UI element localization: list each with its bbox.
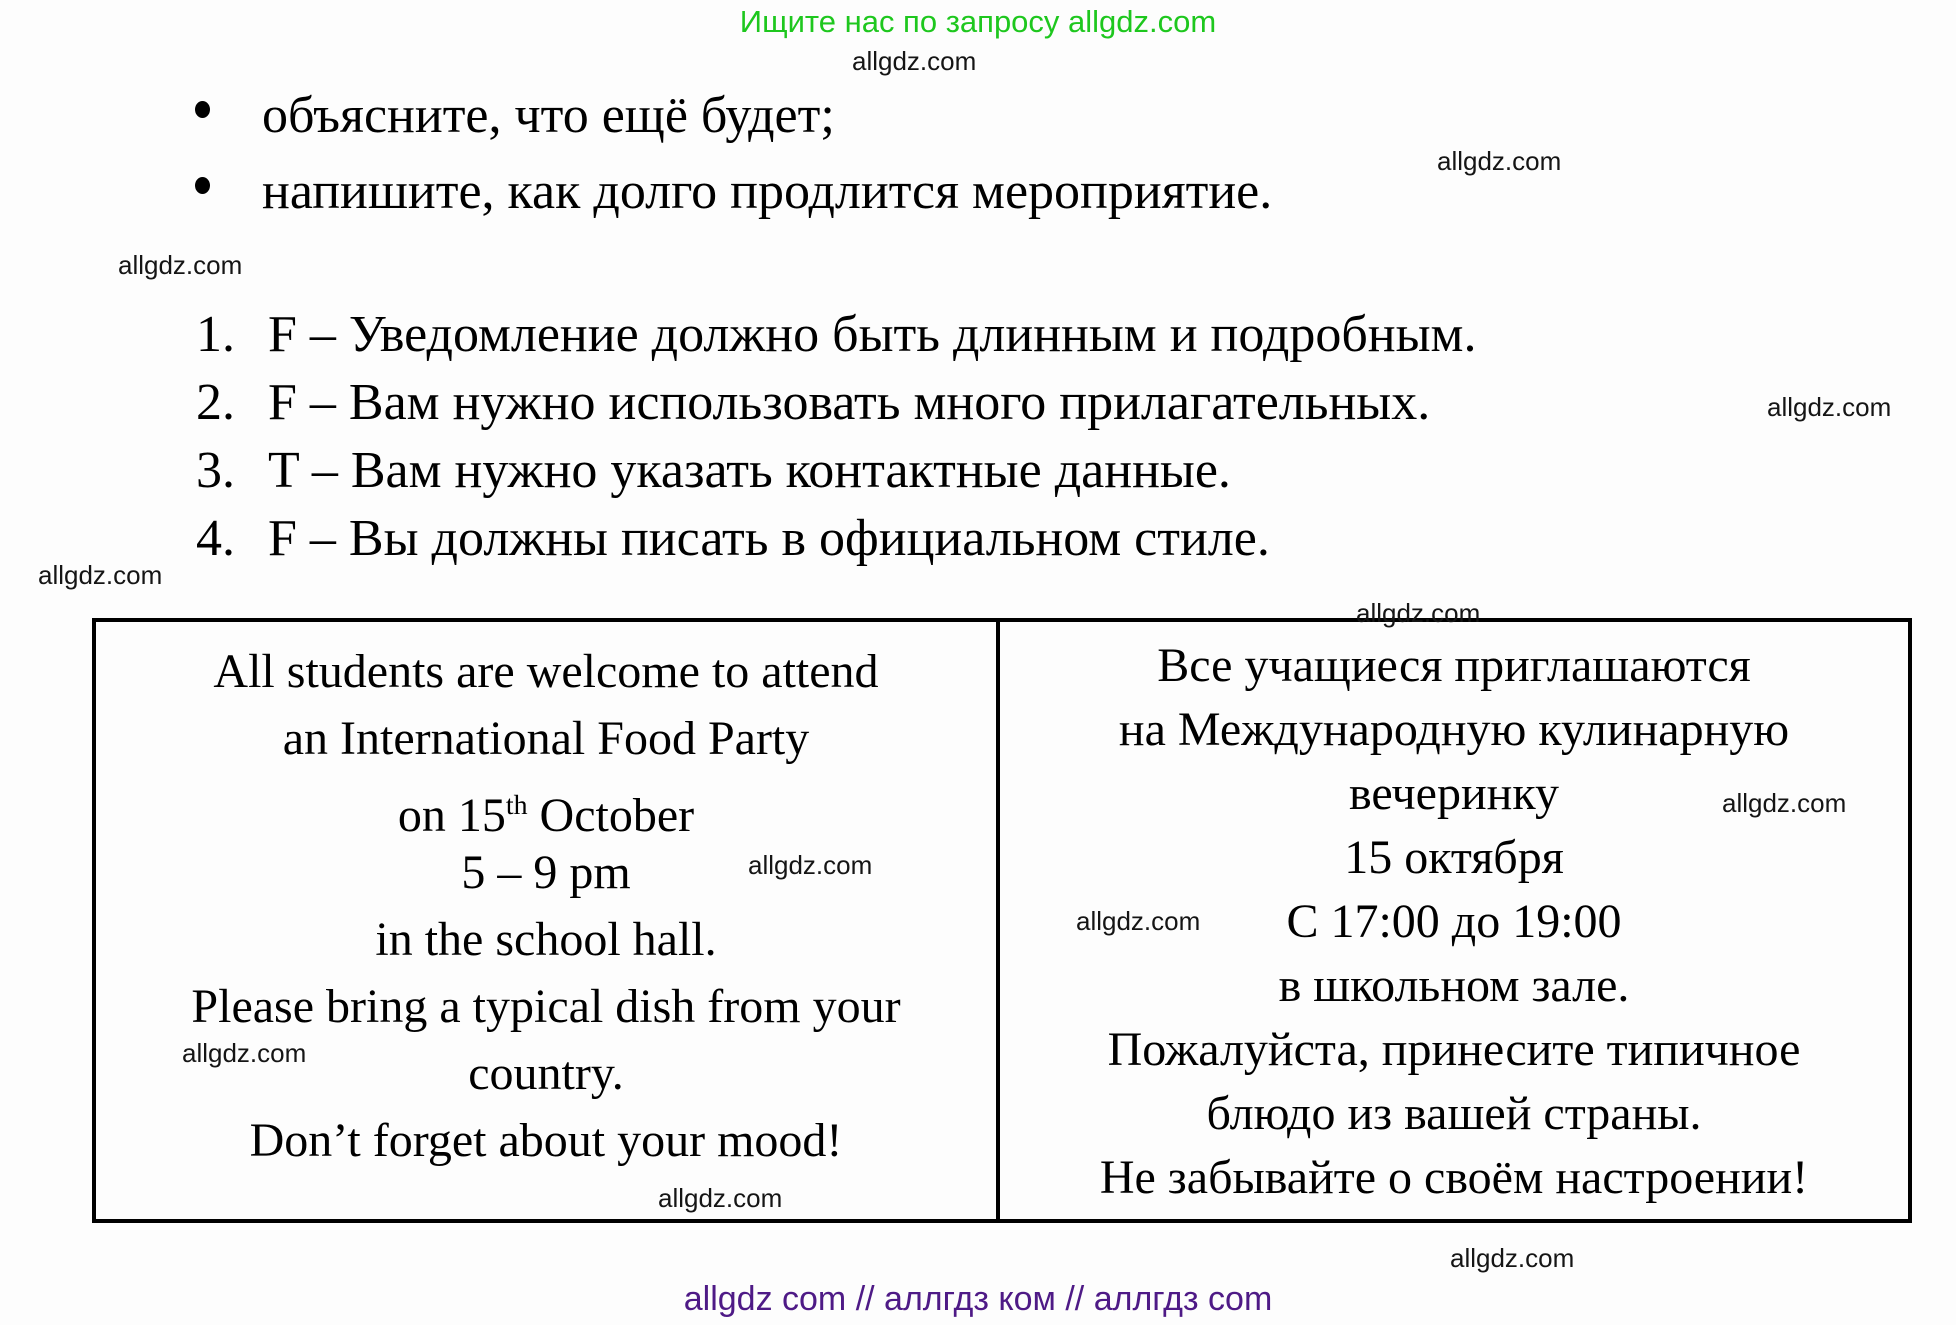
answer-text: F – Вы должны писать в официальном стиле.	[268, 510, 1270, 567]
watermark: allgdz.com	[1722, 788, 1847, 818]
answer-text: T – Вам нужно указать контактные данные.	[268, 442, 1231, 499]
notice-line: All students are welcome to attend	[213, 645, 879, 698]
notice-line: Please bring a typical dish from your	[191, 980, 901, 1033]
notice-line: 15 октября	[1344, 831, 1564, 884]
watermark: allgdz.com	[182, 1038, 307, 1068]
date-post: October	[527, 789, 695, 842]
answer-number: 3.	[196, 442, 235, 499]
notice-line: an International Food Party	[282, 712, 810, 765]
watermark: allgdz.com	[748, 850, 873, 880]
answer-item	[196, 306, 1476, 364]
watermark: allgdz.com	[1767, 392, 1892, 422]
notice-line: на Международную кулинарную	[1118, 703, 1790, 756]
search-hint-text: Ищите нас по запросу allgdz.com	[739, 4, 1217, 39]
answer-item	[196, 510, 1270, 568]
notice-line: 5 – 9 pm	[461, 846, 631, 899]
notice-line: Все учащиеся приглашаются	[1157, 639, 1751, 692]
notice-line: С 17:00 до 19:00	[1286, 895, 1622, 948]
bullet-item	[195, 88, 835, 144]
notice-line: Don’t forget about your mood!	[249, 1114, 843, 1167]
answer-number: 2.	[196, 374, 235, 431]
watermark: allgdz.com	[38, 560, 163, 590]
bullet-icon	[195, 177, 210, 194]
watermark: allgdz.com	[118, 250, 243, 280]
notice-table	[92, 618, 1912, 1223]
footer-site-text: allgdz com // аллгдз ком // аллгдз com	[683, 1280, 1273, 1318]
watermark: allgdz.com	[1450, 1243, 1575, 1273]
bullet-text: объясните, что ещё будет;	[262, 87, 835, 144]
watermark: allgdz.com	[852, 46, 977, 76]
date-pre: on 15	[397, 789, 506, 842]
notice-line: in the school hall.	[375, 913, 717, 966]
answer-text: F – Уведомление должно быть длинным и подробным.	[268, 306, 1477, 363]
watermark: allgdz.com	[1076, 906, 1201, 936]
answer-item	[196, 442, 1231, 500]
watermark: allgdz.com	[1437, 146, 1562, 176]
watermark: allgdz.com	[1356, 598, 1481, 628]
notice-line-date	[96, 772, 996, 842]
notice-line: Не забывайте о своём настроении!	[1099, 1151, 1809, 1204]
notice-line: блюдо из вашей страны.	[1206, 1087, 1702, 1140]
answer-number: 1.	[196, 306, 235, 363]
answer-number: 4.	[196, 510, 235, 567]
date-ordinal-suffix: th	[505, 790, 528, 821]
notice-line: Пожалуйста, принесите типичное	[1107, 1023, 1801, 1076]
watermark: allgdz.com	[658, 1183, 783, 1213]
bullet-item	[195, 164, 1272, 220]
answer-item	[196, 374, 1430, 432]
answer-text: F – Вам нужно использовать много прилагательных.	[268, 374, 1431, 431]
bullet-text: напишите, как долго продлится мероприятие.	[262, 163, 1273, 220]
notice-line: вечеринку	[1349, 767, 1559, 820]
notice-line: в школьном зале.	[1278, 959, 1630, 1012]
bullet-icon	[195, 101, 210, 118]
notice-line: country.	[468, 1047, 624, 1100]
notice-cell-english	[96, 622, 1000, 1219]
